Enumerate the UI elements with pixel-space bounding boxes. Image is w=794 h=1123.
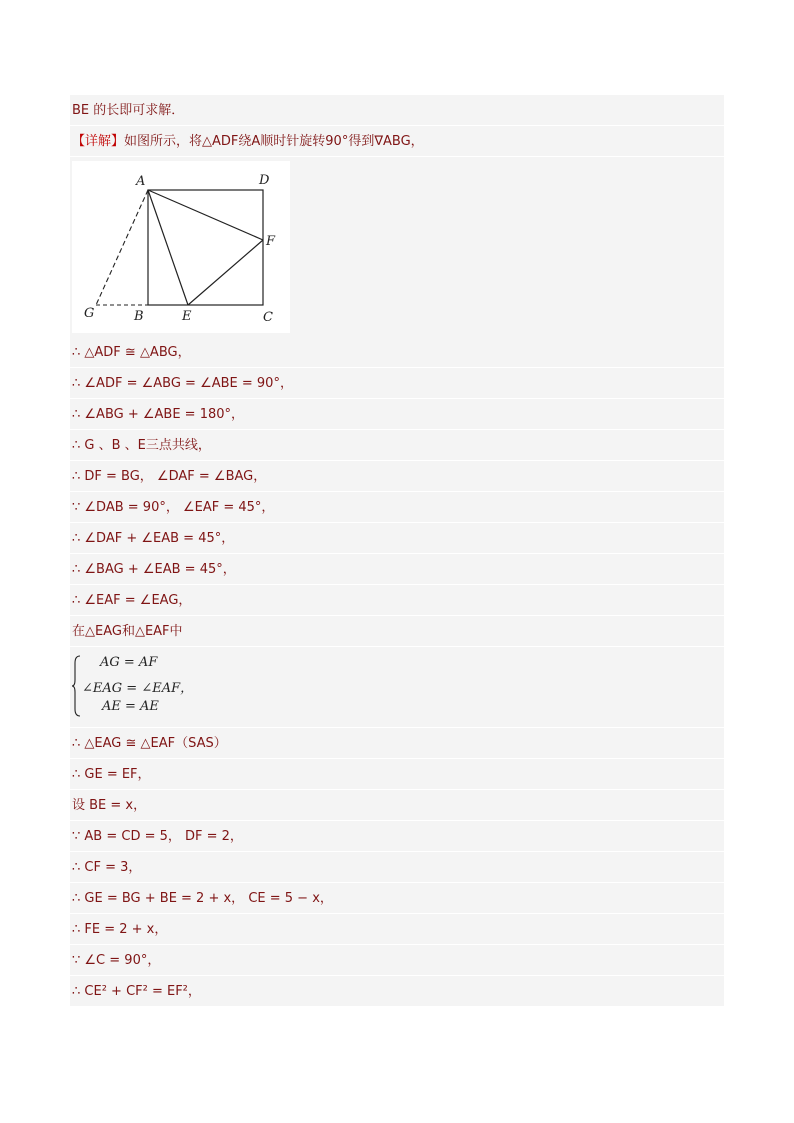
detail-tag: 【详解】 [72,134,125,149]
equation-system [70,647,724,728]
geometry-figure [72,161,290,333]
label-c: C [263,310,273,325]
text-line: 设 BE = x， [70,790,724,821]
text-line: ∴ △EAG ≅ △EAF（SAS） [70,728,724,759]
label-f: F [266,234,276,249]
text-line: ∴ GE = EF， [70,759,724,790]
text-line: 在△EAG和△EAF中 [70,616,724,647]
text-line [70,126,724,157]
system-row: AE = AE [102,699,159,714]
system-row: AG = AF [100,655,158,670]
text-line: ∴ CF = 3， [70,852,724,883]
label-e: E [182,309,192,324]
text-line: ∴ ∠EAF = ∠EAG， [70,585,724,616]
text-line: ∴ GE = BG + BE = 2 + x， CE = 5 − x， [70,883,724,914]
segment-ae [148,190,188,305]
text-line: ∴ DF = BG， ∠DAF = ∠BAG， [70,461,724,492]
text-line: ∵ AB = CD = 5， DF = 2， [70,821,724,852]
label-d: D [259,173,270,188]
text-line: ∴ FE = 2 + x， [70,914,724,945]
label-b: B [134,309,144,324]
segment-af [148,190,263,240]
label-g: G [84,306,95,321]
text-line: ∴ ∠ADF = ∠ABG = ∠ABE = 90°， [70,368,724,399]
solution-content [70,95,724,1007]
text-line: ∵ ∠C = 90°， [70,945,724,976]
detail-text: 如图所示，将△ADF绕A顺时针旋转90°得到∇ABG， [124,134,424,149]
segment-ag-dashed [96,190,148,305]
label-a: A [136,174,146,189]
text-line: BE 的长即可求解． [70,95,724,126]
text-line: ∴ G 、B 、E三点共线， [70,430,724,461]
square-abcd [148,190,263,305]
segment-ef [188,240,263,305]
left-brace [72,655,82,717]
text-line: ∴ ∠BAG + ∠EAB = 45°， [70,554,724,585]
text-line: ∴ CE² + CF² = EF²， [70,976,724,1007]
text-line: ∴ ∠ABG + ∠ABE = 180°， [70,399,724,430]
text-line: ∴ △ADF ≅ △ABG， [70,337,724,368]
system-row: ∠EAG = ∠EAF， [82,681,194,696]
text-line: ∵ ∠DAB = 90°， ∠EAF = 45°， [70,492,724,523]
text-line: ∴ ∠DAF + ∠EAB = 45°， [70,523,724,554]
figure-container [70,157,724,337]
